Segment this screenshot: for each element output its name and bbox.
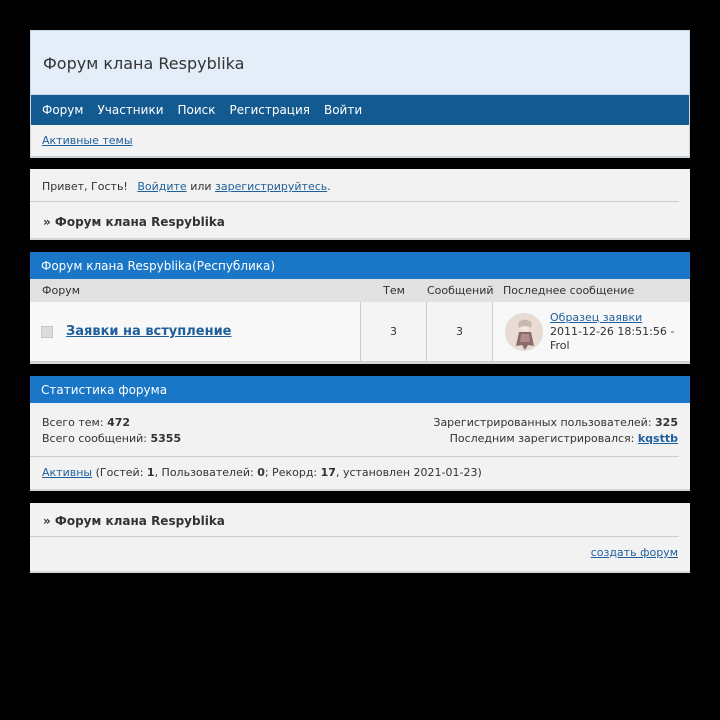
category-box [30, 252, 690, 364]
posts-count: 3 [427, 302, 493, 361]
last-registered-label: Последним зарегистрировался: [449, 432, 635, 445]
guests-value: 1 [146, 466, 155, 479]
stats-left [42, 415, 181, 456]
forum-cell [30, 302, 361, 361]
active-topics-link[interactable]: Активные темы [42, 134, 133, 147]
nav-login[interactable]: Войти [323, 103, 363, 117]
stats-box [30, 376, 690, 491]
record-value: 17 [320, 466, 336, 479]
nav-register[interactable]: Регистрация [229, 103, 310, 117]
col-forum: Форум [42, 284, 80, 297]
category-title: Форум клана Respyblika(Республика) [30, 252, 690, 279]
registered-users-value: 325 [655, 416, 678, 429]
total-topics-value: 472 [107, 416, 131, 429]
main-navbar [31, 95, 689, 125]
record-date: , установлен 2021-01-23) [335, 466, 482, 479]
greeting-text: Привет, Гость! [42, 180, 128, 193]
online-line [30, 457, 690, 479]
forum-status-icon [41, 326, 53, 338]
record-label: ; Рекорд: [264, 466, 318, 479]
register-link[interactable]: зарегистрируйтесь [215, 180, 328, 193]
stats-right [433, 415, 678, 456]
dot-text: . [327, 180, 331, 193]
create-forum-area [30, 537, 690, 559]
create-forum-link[interactable]: создать форум [590, 546, 678, 559]
footer-breadcrumb: » Форум клана Respyblika [30, 503, 679, 537]
or-text: или [190, 180, 212, 193]
forum-link[interactable]: Заявки на вступление [66, 324, 232, 339]
col-last-post: Последнее сообщение [503, 284, 635, 297]
footer-box [30, 503, 690, 573]
table-row [30, 302, 690, 362]
title-area [31, 31, 689, 95]
stats-grid [30, 403, 679, 457]
avatar[interactable] [505, 313, 543, 351]
last-post-date: 2011-12-26 18:51:56 - [550, 324, 675, 338]
topics-count: 3 [361, 302, 427, 361]
total-posts-label: Всего сообщений: [42, 432, 147, 445]
last-post-cell [493, 302, 690, 361]
subnav [31, 125, 689, 157]
col-posts: Сообщений [427, 284, 494, 297]
nav-members[interactable]: Участники [97, 103, 164, 117]
breadcrumb: » Форум клана Respyblika [43, 215, 225, 229]
registered-users-label: Зарегистрированных пользователей: [433, 416, 652, 429]
guests-label: (Гостей: [95, 466, 144, 479]
total-posts-value: 5355 [150, 432, 182, 445]
active-users-link[interactable]: Активны [42, 466, 93, 479]
nav-search[interactable]: Поиск [177, 103, 216, 117]
column-headers [30, 279, 690, 302]
stats-title: Статистика форума [30, 376, 690, 403]
members-value: 0 [257, 466, 265, 479]
forum-title: Форум клана Respyblika [43, 54, 245, 73]
nav-forum[interactable]: Форум [42, 103, 84, 117]
last-post-info [550, 311, 674, 353]
welcome-line [30, 169, 679, 202]
login-link[interactable]: Войдите [137, 180, 187, 193]
welcome-box [30, 169, 690, 240]
col-topics: Тем [383, 284, 405, 297]
last-registered-user-link[interactable]: kqsttb [637, 432, 678, 445]
members-label: , Пользователей: [154, 466, 254, 479]
last-post-link[interactable]: Образец заявки [550, 310, 643, 324]
total-topics-label: Всего тем: [42, 416, 104, 429]
forum-header [30, 30, 690, 158]
last-post-author: Frol [550, 338, 570, 352]
